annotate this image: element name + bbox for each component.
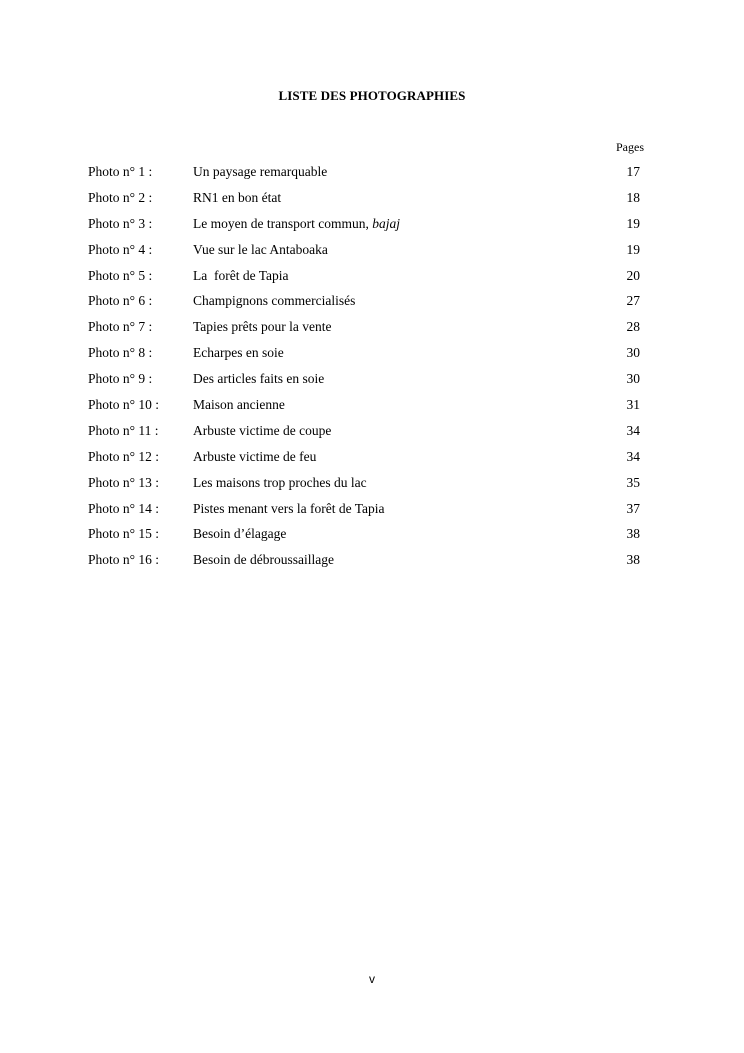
- photo-page: 27: [626, 293, 640, 309]
- photo-title: RN1 en bon état: [193, 189, 282, 205]
- footer-page-number: v: [369, 972, 375, 986]
- photo-number: Photo n° 14 :: [88, 500, 160, 516]
- photo-title: [193, 214, 400, 234]
- list-item: [88, 317, 648, 343]
- photo-title-text: Le moyen de transport commun,: [193, 215, 373, 231]
- photo-number: Photo n° 16 :: [88, 552, 160, 568]
- list-item: [88, 499, 648, 525]
- list-item: [88, 240, 648, 266]
- photo-page: 37: [626, 500, 640, 516]
- photo-title: Champignons commercialisés: [193, 293, 356, 309]
- photo-title: Tapies prêts pour la vente: [193, 319, 332, 335]
- photo-title: Vue sur le lac Antaboaka: [193, 241, 328, 257]
- photo-title: Arbuste victime de coupe: [193, 422, 332, 438]
- page-title: LISTE DES PHOTOGRAPHIES: [278, 88, 466, 103]
- list-item: [88, 214, 648, 240]
- photo-number: Photo n° 15 :: [88, 526, 160, 542]
- photo-title: Besoin de débroussaillage: [193, 552, 334, 568]
- photo-page: 19: [626, 241, 640, 257]
- photo-page: 34: [626, 448, 640, 464]
- photo-page: 19: [626, 215, 640, 231]
- photo-title: Des articles faits en soie: [193, 371, 325, 387]
- list-item: [88, 473, 648, 499]
- list-item: [88, 524, 648, 550]
- photo-title: Les maisons trop proches du lac: [193, 474, 367, 490]
- photo-title: Un paysage remarquable: [193, 164, 328, 179]
- list-item: [88, 369, 648, 395]
- photo-page: 30: [626, 371, 640, 387]
- photo-title: Echarpes en soie: [193, 345, 284, 361]
- photo-page: 35: [626, 474, 640, 490]
- photo-page: 17: [626, 164, 640, 179]
- photo-number: Photo n° 8 :: [88, 345, 153, 361]
- photo-title: Maison ancienne: [193, 397, 285, 413]
- photo-page: 30: [626, 345, 640, 361]
- photo-title: Pistes menant vers la forêt de Tapia: [193, 500, 385, 516]
- photo-page: 18: [626, 189, 640, 205]
- photo-page: 34: [626, 422, 640, 438]
- photo-number: Photo n° 7 :: [88, 319, 153, 335]
- photo-page: 31: [626, 397, 640, 413]
- photo-title: Besoin d’élagage: [193, 526, 287, 542]
- photo-title-italic: bajaj: [372, 215, 400, 231]
- photo-number: Photo n° 9 :: [88, 371, 153, 387]
- photo-number: Photo n° 2 :: [88, 189, 153, 205]
- list-item: [88, 291, 648, 317]
- list-item: [88, 421, 648, 447]
- photo-title: Arbuste victime de feu: [193, 448, 317, 464]
- list-item: [88, 266, 648, 292]
- list-item: [88, 188, 648, 214]
- photo-number: Photo n° 13 :: [88, 474, 160, 490]
- photo-number: Photo n° 4 :: [88, 241, 153, 257]
- photo-page: 20: [626, 267, 640, 283]
- photo-page: 38: [626, 552, 640, 568]
- photo-number: Photo n° 1 :: [88, 164, 153, 179]
- photo-list: [88, 162, 648, 576]
- list-item: [88, 162, 648, 188]
- photo-page: 38: [626, 526, 640, 542]
- photo-number: Photo n° 10 :: [88, 397, 160, 413]
- photo-number: Photo n° 11 :: [88, 422, 159, 438]
- photo-number: Photo n° 3 :: [88, 215, 153, 231]
- list-item: [88, 447, 648, 473]
- pages-column-header: Pages: [616, 140, 644, 154]
- list-item: [88, 343, 648, 369]
- list-item: [88, 395, 648, 421]
- photo-page: 28: [626, 319, 640, 335]
- photo-number: Photo n° 6 :: [88, 293, 153, 309]
- photo-title: La forêt de Tapia: [193, 267, 289, 283]
- list-item: [88, 550, 648, 576]
- photo-number: Photo n° 12 :: [88, 448, 160, 464]
- photo-number: Photo n° 5 :: [88, 267, 153, 283]
